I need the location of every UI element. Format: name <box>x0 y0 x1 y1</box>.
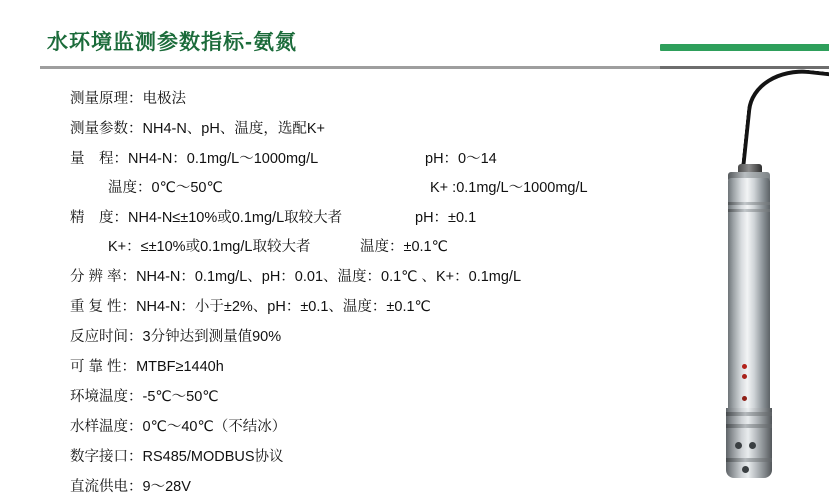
spec-row <box>70 144 670 174</box>
probe-body <box>728 178 770 414</box>
header-divider-dark <box>660 66 829 69</box>
spec-value: MTBF≥1440h <box>136 359 224 375</box>
spec-value: 3分钟达到测量值90% <box>142 329 282 345</box>
probe-sensor-port <box>742 466 749 473</box>
spec-label: 精 度： <box>70 210 128 226</box>
page-title: 水环境监测参数指标-氨氮 <box>47 31 297 54</box>
spec-row <box>70 174 670 203</box>
probe-head-band <box>726 458 772 462</box>
spec-list <box>70 84 670 502</box>
spec-row <box>70 322 670 352</box>
probe-indicator-dot <box>742 396 747 401</box>
probe-head-band <box>726 424 772 428</box>
spec-row <box>70 442 670 472</box>
spec-row <box>70 382 670 412</box>
header-accent-bar <box>660 44 829 51</box>
page-header <box>0 0 829 70</box>
spec-label: 测量参数： <box>70 121 143 137</box>
probe-product-image <box>650 72 825 472</box>
spec-value-secondary: pH：±0.1 <box>415 210 477 226</box>
spec-value: NH4-N、pH、温度，选配K+ <box>142 121 325 137</box>
probe-indicator-dot <box>742 374 747 379</box>
spec-value-secondary: pH：0～14 <box>425 151 497 167</box>
spec-value: NH4-N：0.1mg/L、pH：0.01、温度：0.1℃ 、K+：0.1mg/L <box>136 269 522 285</box>
spec-value: 温度：0℃～50℃ <box>108 180 223 196</box>
spec-value: 9～28V <box>142 479 191 495</box>
spec-label: 直流供电： <box>70 479 143 495</box>
spec-row <box>70 114 670 144</box>
spec-label: 环境温度： <box>70 389 143 405</box>
spec-label: 重 复 性： <box>70 299 137 315</box>
spec-label: 分 辨 率： <box>70 269 137 285</box>
probe-sensor-port <box>735 442 742 449</box>
spec-row <box>70 352 670 382</box>
probe-head-band <box>726 412 772 416</box>
probe-indicator-dot <box>742 364 747 369</box>
spec-value-secondary: 温度：±0.1℃ <box>360 239 448 255</box>
probe-ring <box>728 202 770 205</box>
spec-value: NH4-N：0.1mg/L～1000mg/L <box>128 151 319 167</box>
spec-label: 测量原理： <box>70 91 143 107</box>
spec-value-secondary: K+ :0.1mg/L～1000mg/L <box>430 180 588 196</box>
spec-row <box>70 472 670 502</box>
spec-label: 反应时间： <box>70 329 143 345</box>
spec-row <box>70 262 670 292</box>
spec-value: 电极法 <box>142 91 186 107</box>
spec-value: NH4-N≤±10%或0.1mg/L取较大者 <box>128 210 343 226</box>
spec-label: 可 靠 性： <box>70 359 137 375</box>
spec-row <box>70 412 670 442</box>
spec-label: 数字接口： <box>70 449 143 465</box>
spec-row <box>70 84 670 114</box>
spec-row <box>70 203 670 233</box>
spec-value: 0℃～40℃（不结冰） <box>142 419 287 435</box>
spec-value: NH4-N：小于±2%、pH：±0.1、温度：±0.1℃ <box>136 299 431 315</box>
probe-sensor-port <box>749 442 756 449</box>
spec-value: -5℃～50℃ <box>142 389 219 405</box>
spec-row <box>70 233 670 262</box>
probe-ring <box>728 209 770 212</box>
spec-value: RS485/MODBUS协议 <box>142 449 284 465</box>
spec-row <box>70 292 670 322</box>
spec-label: 水样温度： <box>70 419 143 435</box>
spec-value: K+：≤±10%或0.1mg/L取较大者 <box>108 239 311 255</box>
spec-label: 量 程： <box>70 151 128 167</box>
